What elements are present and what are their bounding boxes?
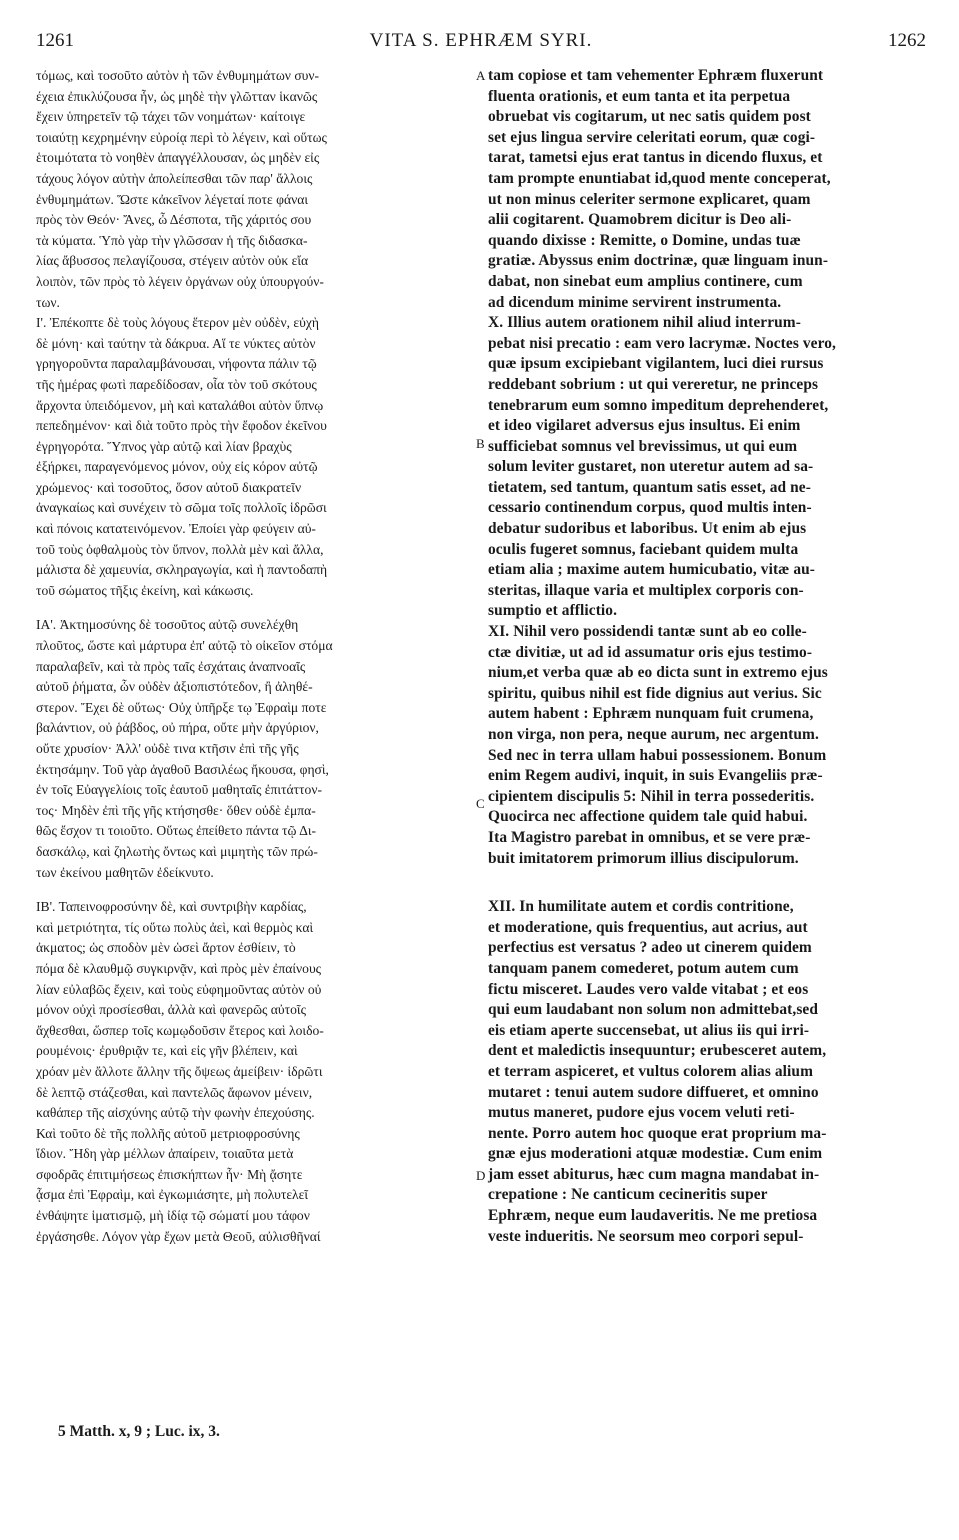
greek-column <box>36 66 474 1247</box>
footnote: 5 Matth. x, 9 ; Luc. ix, 3. <box>58 1423 220 1440</box>
latin-column <box>488 66 926 1247</box>
running-title: VITA S. EPHRÆM SYRI. <box>369 30 593 51</box>
greek-paragraph-11: ΙΑ'. Ἀκτημοσύνης δὲ τοσοῦτος αὐτῷ συνελέχθη πλοῦτος, ὥστε καὶ μάρτυρα ἐπ' αὐτῷ τὸ οἰκεῖον στόμα παραλαβεῖν, καὶ τὰ πρὸς ταῖς ἐσχάταις ἀναπνοαῖς αὐτοῦ ῥήματα, ὧν οὐδὲν ἀξιοπιστότεδον, ἢ ἀληθέ- στερον. Ἔχει δὲ οὕτως· Οὐχ ὑπῆρξε τῳ Ἐφραὶμ ποτε βαλάντιον, οὐ ῥάβδος, οὐ πήρα, οὔτε μὴν ἀργύριον, οὔτε χρυσίον· Ἀλλ' οὐδὲ τινα κτῆσιν ἐπὶ τῆς γῆς ἐκτησάμην. Τοῦ γὰρ ἀγαθοῦ Βασιλέως ἤκουσα, φησὶ, ἐν τοῖς Εὐαγγελίοις τοῖς ἑαυτοῦ μαθηταῖς ἐπιτάττον- τος· Μηδὲν ἐπὶ τῆς γῆς κτήσησθε· ὅθεν οὐδὲ ἐμπα- θῶς ἔσχον τι τοιοῦτο. Οὕτως ἐπείθετο πάντα τῷ Δι- δασκάλῳ, καὶ ζηλωτὴς ὄντως καὶ μιμητὴς τῶν πρώ- των ἐκείνου μαθητῶν ἐδείκνυτο. <box>36 617 333 880</box>
greek-paragraph-12: ΙΒ'. Ταπεινοφροσύνην δὲ, καὶ συντριβὴν καρδίας, καὶ μετριότητα, τίς οὕτω πολὺς ἀεὶ, καὶ θερμὸς καὶ ἀκματος; ὡς σποδὸν μὲν ὡσεὶ ἄρτον ἐσθίειν, τὸ πόμα δὲ κλαυθμῷ συγκιρνᾷν, καὶ πρὸς μὲν ἐπαίνους λίαν εὐλαβῶς ἔχειν, καὶ τοὺς εὐφημοῦντας αὐτὸν οὐ μόνον οὐχὶ προσίεσθαι, ἀλλὰ καὶ φανερῶς αὐτοῖς ἄχθεσθαι, ὥσπερ τοῖς κωμῳδοῦσιν ἕτερος καὶ λοιδο- ρουμένοις· ἐρυθριᾷν τε, καὶ εἰς γῆν βλέπειν, καὶ χρόαν μὲν ἄλλοτε ἄλλην τῆς ὄψεως ἀμείβειν· ἱδρῶτι δὲ λεπτῷ στάζεσθαι, καὶ παντελῶς ἄφωνον μένειν, καθάπερ τῆς αἰσχύνης αὐτῷ τὴν φωνὴν ἐπεχούσης. Καὶ τοῦτο δὲ τῆς πολλῆς αὐτοῦ μετριοφροσύνης ἴδιον. Ἤδη γὰρ μέλλων ἀπαίρειν, τοιαῦτα μετὰ σφοδρᾶς ἐπιτιμήσεως ἐπισκήπτων ἦν· Μὴ ᾄσητε ᾆσμα ἐπὶ Ἐφραὶμ, καὶ ἐγκωμιάσητε, μὴ πολυτελεῖ ἐνθάψητε ἱματισμῷ, μὴ ἰδίᾳ τῷ σώματί μου τάφον ἐργάσησθε. Λόγον γὰρ ἔχων μετὰ Θεοῦ, αὐλισθῆναί <box>36 899 324 1244</box>
latin-paragraph-10: X. Illius autem orationem nihil aliud interrum- pebat nisi precatio : eam vero lacrymæ. Noctes vero, quæ ipsum excipiebant vigilantem, luci diei rursus reddebant sobrium : ut qui vereretur, ne princeps tenebrarum eum somno impeditum deprehenderet, et ideo vigilaret adversus ejus insultus. Ei enim sufficiebat somnus vel brevissimus, ut qui eum solum leviter gustaret, non uteretur autem ad sa- tietatem, sed tantum, quantum satis esset, ad ne- cessario continendum corpus, quod multis inten- debatur sudoribus et laboribus. Ut enim ab ejus oculis fugeret somnus, faciebant quidem multa etiam alia ; maxime autem humicubatio, vitæ au- steritas, illaque varia et multiplex corporis con- sumptio et afflictio. <box>488 314 836 620</box>
latin-paragraph-intro: tam copiose et tam vehementer Ephræm fluxerunt fluenta orationis, et eum tanta et ita perpetua obruebat vis cogitarum, ut nec satis quidem post set ejus lingua servire celeritati eorum, quæ cogi- tarat, tametsi ejus erat tantus in dicendo fluxus, et tam prompte enuntiabat id,quod mente conceperat, ut non minus celeriter sermone explicaret, quam alii cogitarent. Quamobrem dicitur is Deo ali- quando dixisse : Remitte, o Domine, undas tuæ gratiæ. Abyssus enim doctrinæ, quæ linguam inun- dabat, non sinebat eum amplius continere, cum ad dicendum minime servirent instrumenta. <box>488 67 831 311</box>
page-number-left: 1261 <box>36 30 74 51</box>
margin-marker-d: D <box>476 1168 486 1183</box>
margin-marker-a: A <box>476 68 486 83</box>
running-header <box>36 30 926 56</box>
greek-paragraph-10: Ι'. Ἐπέκοπτε δὲ τοὺς λόγους ἕτερον μὲν οὐδὲν, εὐχὴ δὲ μόνη· καὶ ταύτην τὰ δάκρυα. Αἵ τε νύκτες αὐτὸν γρηγοροῦντα παραλαμβάνουσαι, νήφοντα πάλιν τῷ τῆς ἡμέρας φωτὶ παρεδίδοσαν, οἷα τὸν τοῦ σκότους ἄρχοντα ὑπειδόμενον, μὴ καὶ καταλάθοι αὐτὸν ὕπνῳ πεπεδημένον· καὶ διὰ τοῦτο πρὸς τὴν ἔφοδον ἐκεῖνου ἐγρηγορότα. Ὕπνος γὰρ αὐτῷ καὶ λίαν βραχὺς ἐξήρκει, παραγενόμενος μόνον, οὐχ εἰς κόρον αὐτῷ χρώμενος· καὶ τοσοῦτος, ὅσον αὐτοῦ διακρατεῖν ἀναγκαίως καὶ συνέχειν τὸ σῶμα τοῖς πολλοῖς ἱδρῶσι καὶ πόνοις κατατεινόμενον. Ἐποίει γὰρ φεύγειν αὐ- τοῦ τοὺς ὀφθαλμοὺς τὸν ὕπνον, πολλὰ μὲν καὶ ἄλλα, μάλιστα δὲ χαμευνία, σκληραγωγία, καὶ ἡ παντοδαπὴ τοῦ σώματος τῆξις ἐκείνη, καὶ κάκωσις. <box>36 315 328 598</box>
margin-marker-b: B <box>476 436 485 451</box>
latin-paragraph-11: XI. Nihil vero possidendi tantæ sunt ab eo colle- ctæ divitiæ, ut ad id assumatur oris ejus testimo- nium,et verba quæ ab eo dicta sunt in extremo ejus spiritu, quibus nihil est fide dignius aut verius. Sic autem habent : Ephræm nunquam fuit crumena, non virga, non pera, neque aurum, nec argentum. Sed nec in terra ullam habui possessionem. Bonum enim Regem audivi, inquit, in suis Evangeliis præ- cipientem discipulis 5: Nihil in terra possederitis. Quocirca nec affectione quidem tale quid habui. Ita Magistro parebat in omnibus, et se vere præ- buit imitatorem primorum illius discipulorum. <box>488 623 828 867</box>
latin-paragraph-12: XII. In humilitate autem et cordis contritione, et moderatione, quis frequentius, aut acrius, aut perfectius est versatus ? adeo ut cinerem quidem tanquam panem comederet, potum autem cum fictu misceret. Laudes vero valde vitabat ; et eos qui eum laudabant non solum non admittebat,sed eis etiam aperte succensebat, ut alius iis qui irri- dent et maledictis insequuntur; erubesceret autem, et terram aspiceret, et vultus colorem alias alium mutaret : tenui autem sudore diffueret, et omnino mutus maneret, pudore ejus vocem veluti reti- nente. Porro autem hoc quoque erat proprium ma- gnæ ejus moderationi atquæ modestiæ. Cum enim jam esset abiturus, hæc cum magna mandabat in- crepatione : Ne canticum cecineritis super Ephræm, neque eum laudaveritis. Ne me pretiosa veste indueritis. Ne seorsum meo corpori sepul- <box>488 898 827 1245</box>
margin-marker-c: C <box>476 796 485 811</box>
greek-paragraph-intro: τόμως, καὶ τοσοῦτο αὐτὸν ἡ τῶν ἐνθυμημάτων συν- έχεια ἐπικλύζουσα ἦν, ὡς μηδὲ τὴν γλῶτταν ἱκανῶς ἔχειν ὑπηρετεῖν τῷ τάχει τῶν νοημάτων· καίτοιγε τοιαύτῃ κεχρημένην εὐροίᾳ περὶ τὸ λέγειν, καὶ οὕτως ἑτοιμότατα τὸ νοηθὲν ἀπαγγέλλουσαν, ὡς μηδὲν εἰς τάχους λόγον αὐτὴν ἀπολείπεσθαι τῶν παρ' ἄλλοις ἐνθυμημάτων. Ὥστε κἀκεῖνον λέγεταί ποτε φάναι πρὸς τὸν Θεόν· Ἄνες, ὦ Δέσποτα, τῆς χάριτός σου τὰ κύματα. Ὑπὸ γὰρ τὴν γλῶσσαν ἡ τῆς διδασκα- λίας ἄβυσσος πελαγίζουσα, στέγειν αὐτὸν οὐκ εἴα λοιπὸν, τῶν πρὸς τὸ λέγειν ὀργάνων οὐχ ὑπουργούν- των. <box>36 68 327 310</box>
page-number-right: 1262 <box>888 30 926 51</box>
